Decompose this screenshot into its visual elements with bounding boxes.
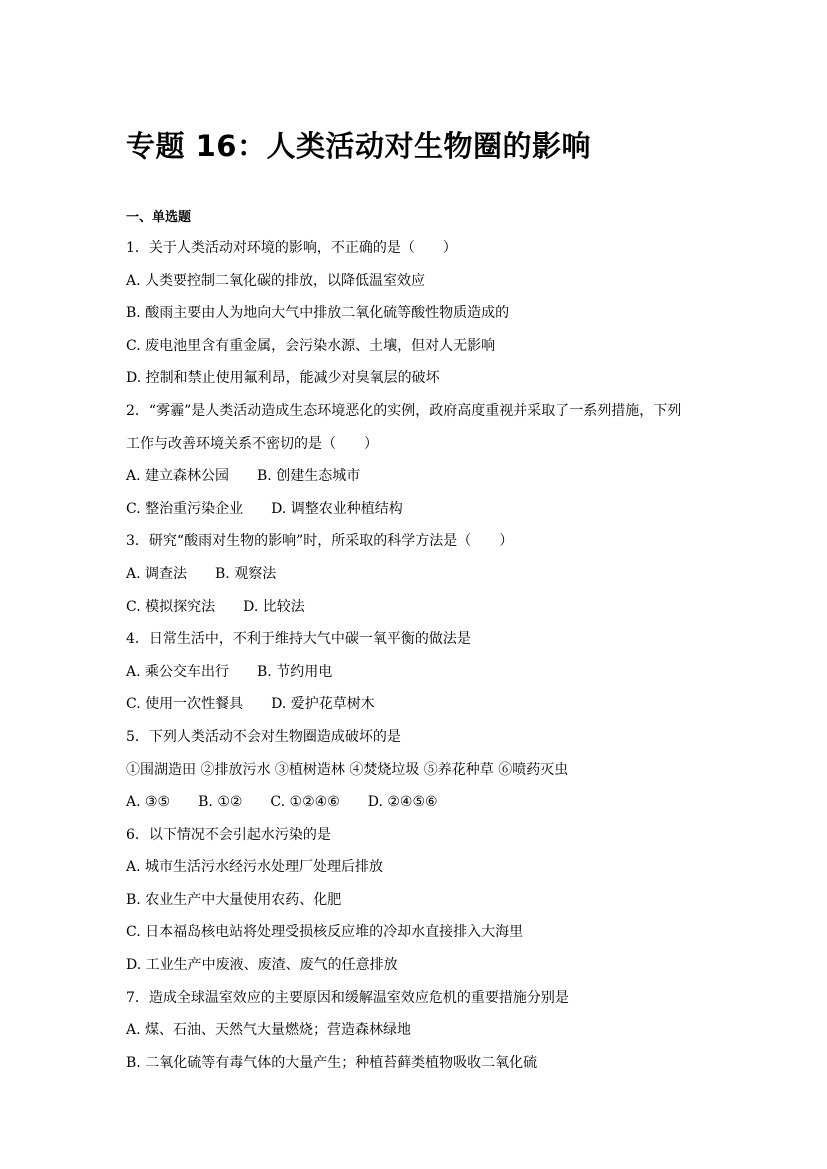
page-title: 专题 16：人类活动对生物圈的影响	[126, 129, 591, 163]
question-list	[126, 232, 716, 1079]
question-2-option-c: C. 整治重污染企业	[126, 500, 244, 517]
question-5-option-b: B. ①②	[198, 794, 243, 811]
question-3-option-c: C. 模拟探究法	[126, 598, 216, 615]
question-6-option-a: A. 城市生活污水经污水处理厂处理后排放	[126, 859, 384, 876]
question-2-options-row-2	[126, 493, 716, 526]
question-7-option-a: A. 煤、石油、天然气大量燃烧；营造森林绿地	[126, 1022, 412, 1039]
question-4-options-row-2	[126, 688, 716, 721]
question-6-option-b: B. 农业生产中大量使用农药、化肥	[126, 891, 342, 908]
question-2-option-a: A. 建立森林公园	[126, 468, 230, 485]
question-2-stem-line-2: 工作与改善环境关系不密切的是（ ）	[126, 435, 378, 452]
question-7-option-b: B. 二氧化硫等有毒气体的大量产生；种植苔藓类植物吸收二氧化硫	[126, 1054, 538, 1071]
question-3-option-d: D. 比较法	[243, 598, 305, 615]
question-5-options-row	[126, 786, 716, 819]
question-1-option-a: A. 人类要控制二氧化碳的排放，以降低温室效应	[126, 272, 426, 289]
question-6-option-d: D. 工业生产中废液、废渣、废气的任意排放	[126, 957, 398, 974]
question-4-option-c: C. 使用一次性餐具	[126, 696, 244, 713]
question-4-option-b: B. 节约用电	[257, 663, 333, 680]
question-5-option-c: C. ①②④⑥	[270, 794, 340, 811]
question-4-stem: 4．日常生活中，不利于维持大气中碳一氧平衡的做法是	[126, 631, 471, 648]
question-2-option-d: D. 调整农业种植结构	[271, 500, 403, 517]
question-4-option-d: D. 爱护花草树木	[271, 696, 375, 713]
question-4-options-row-1	[126, 656, 716, 689]
question-3-option-a: A. 调查法	[126, 565, 188, 582]
question-2-options-row-1	[126, 460, 716, 493]
question-3-stem: 3．研究“酸雨对生物的影响”时，所采取的科学方法是（ ）	[126, 533, 514, 550]
question-1-option-c: C. 废电池里含有重金属，会污染水源、土壤，但对人无影响	[126, 337, 496, 354]
question-5-option-a: A. ③⑤	[126, 794, 171, 811]
question-6-option-c: C. 日本福岛核电站将处理受损核反应堆的冷却水直接排入大海里	[126, 924, 524, 941]
question-7-stem: 7．造成全球温室效应的主要原因和缓解温室效应危机的重要措施分别是	[126, 989, 569, 1006]
question-3-options-row-1	[126, 558, 716, 591]
question-1-option-d: D. 控制和禁止使用氟利昂，能减少对臭氧层的破坏	[126, 370, 440, 387]
question-2-stem-line-1: 2．“雾霾”是人类活动造成生态环境恶化的实例，政府高度重视并采取了一系列措施，下列	[126, 402, 682, 419]
question-4-option-a: A. 乘公交车出行	[126, 663, 230, 680]
question-5-option-d: D. ②④⑤⑥	[367, 794, 438, 811]
question-5-stem: 5．下列人类活动不会对生物圈造成破坏的是	[126, 728, 401, 745]
question-1-stem: 1．关于人类活动对环境的影响，不正确的是（ ）	[126, 240, 457, 256]
question-6-stem: 6．以下情况不会引起水污染的是	[126, 826, 331, 843]
question-2-option-b: B. 创建生态城市	[257, 468, 361, 485]
question-5-items: ①围湖造田 ②排放污水 ③植树造林 ④焚烧垃圾 ⑤养花种草 ⑥喷药灭虫	[126, 761, 569, 778]
question-3-options-row-2	[126, 591, 716, 624]
section-heading: 一、单选题	[126, 210, 192, 225]
question-1-option-b: B. 酸雨主要由人为地向大气中排放二氧化硫等酸性物质造成的	[126, 305, 510, 322]
question-3-option-b: B. 观察法	[215, 565, 277, 582]
